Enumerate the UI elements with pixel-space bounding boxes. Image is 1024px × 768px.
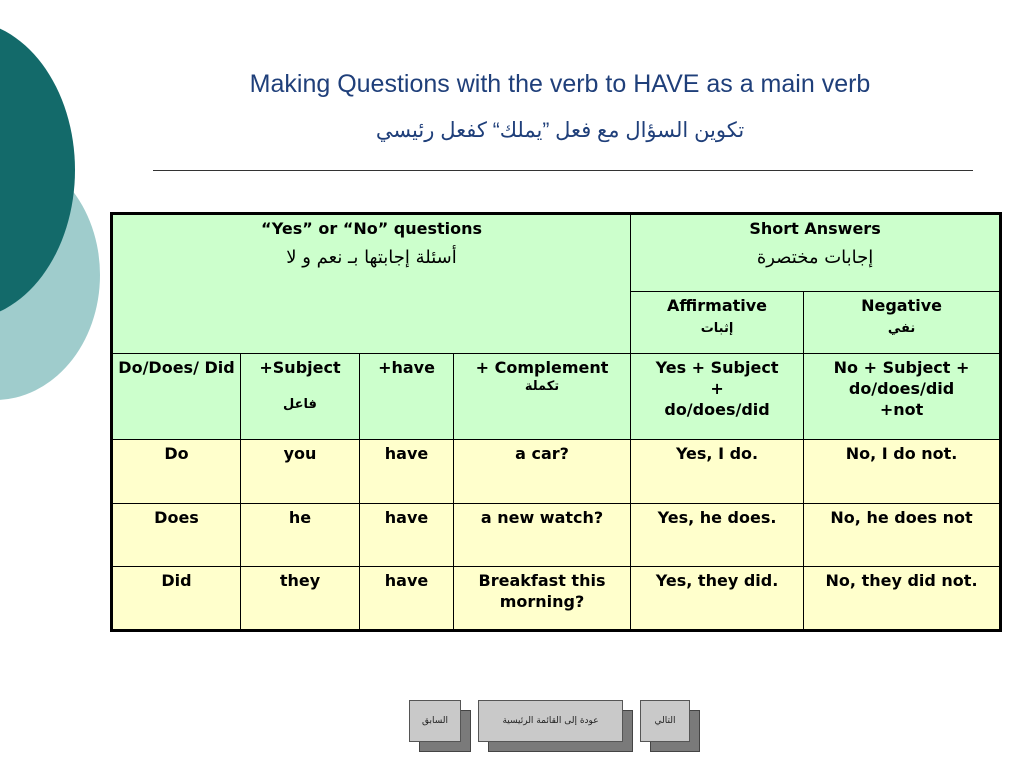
header-row — [112, 214, 1001, 292]
affirmative-label-arabic: إثبات — [700, 320, 734, 336]
slide-title-arabic: تكوين السؤال مع فعل ”يملك“ كفعل رئيسي — [375, 119, 745, 142]
row-no-answer: No, they did not. — [804, 567, 1001, 631]
row-verb: have — [360, 440, 454, 504]
previous-button-face[interactable] — [409, 700, 461, 742]
table-row — [112, 440, 1001, 504]
next-button-face[interactable] — [640, 700, 690, 742]
aux-column-header: Do/Does/ Did — [112, 354, 241, 440]
row-subject: he — [241, 504, 360, 567]
yes-no-questions-title-arabic: أسئلة إجابتها بـ نعم و لا — [286, 246, 457, 268]
yes-formula-line-2: + — [710, 378, 724, 398]
subject-label-arabic: فاعل — [283, 396, 317, 412]
yes-formula-line-3: do/does/did — [664, 399, 770, 419]
row-complement: a car? — [454, 440, 631, 504]
row-aux: Did — [112, 567, 241, 631]
complement-column-header — [454, 354, 631, 440]
complement-label-arabic: تكملة — [524, 378, 560, 394]
affirmative-label: Affirmative — [667, 296, 768, 315]
negative-header — [804, 292, 1001, 354]
row-aux: Do — [112, 440, 241, 504]
row-verb: have — [360, 567, 454, 631]
grammar-table — [110, 212, 1002, 632]
row-aux: Does — [112, 504, 241, 567]
table-row — [112, 567, 1001, 631]
negative-label-arabic: نفي — [887, 320, 916, 336]
row-no-answer: No, I do not. — [804, 440, 1001, 504]
no-formula-line-2: +not — [879, 399, 924, 419]
short-answers-title: Short Answers — [749, 219, 881, 238]
next-button-label: التالي — [654, 716, 676, 726]
short-answers-header — [631, 214, 1001, 292]
row-no-answer: No, he does not — [804, 504, 1001, 567]
table-row — [112, 504, 1001, 567]
home-button-face[interactable] — [478, 700, 623, 742]
column-formula-row — [112, 354, 1001, 440]
home-button-label: عودة إلى القائمة الرئيسية — [502, 716, 599, 726]
short-answers-title-arabic: إجابات مختصرة — [756, 246, 874, 268]
row-yes-answer: Yes, he does. — [631, 504, 804, 567]
slide-title: Making Questions with the verb to HAVE as a main verb — [249, 70, 871, 98]
row-yes-answer: Yes, I do. — [631, 440, 804, 504]
row-complement: Breakfast this morning? — [454, 567, 631, 631]
row-subject: they — [241, 567, 360, 631]
previous-button-label: السابق — [421, 716, 449, 726]
yes-formula-header — [631, 354, 804, 440]
row-complement: a new watch? — [454, 504, 631, 567]
row-verb: have — [360, 504, 454, 567]
have-column-header: +have — [360, 354, 454, 440]
no-formula-header — [804, 354, 1001, 440]
title-divider — [153, 170, 973, 171]
negative-label: Negative — [861, 296, 942, 315]
yes-formula-line-1: Yes + Subject — [655, 358, 779, 377]
yes-no-questions-title: “Yes” or “No” questions — [260, 219, 483, 238]
subject-column-header — [241, 354, 360, 440]
no-formula-line-1: No + Subject + do/does/did — [833, 358, 970, 398]
subject-label: +Subject — [259, 358, 341, 377]
yes-no-questions-header — [112, 214, 631, 354]
affirmative-header — [631, 292, 804, 354]
row-yes-answer: Yes, they did. — [631, 567, 804, 631]
row-subject: you — [241, 440, 360, 504]
complement-label: + Complement — [475, 358, 609, 377]
